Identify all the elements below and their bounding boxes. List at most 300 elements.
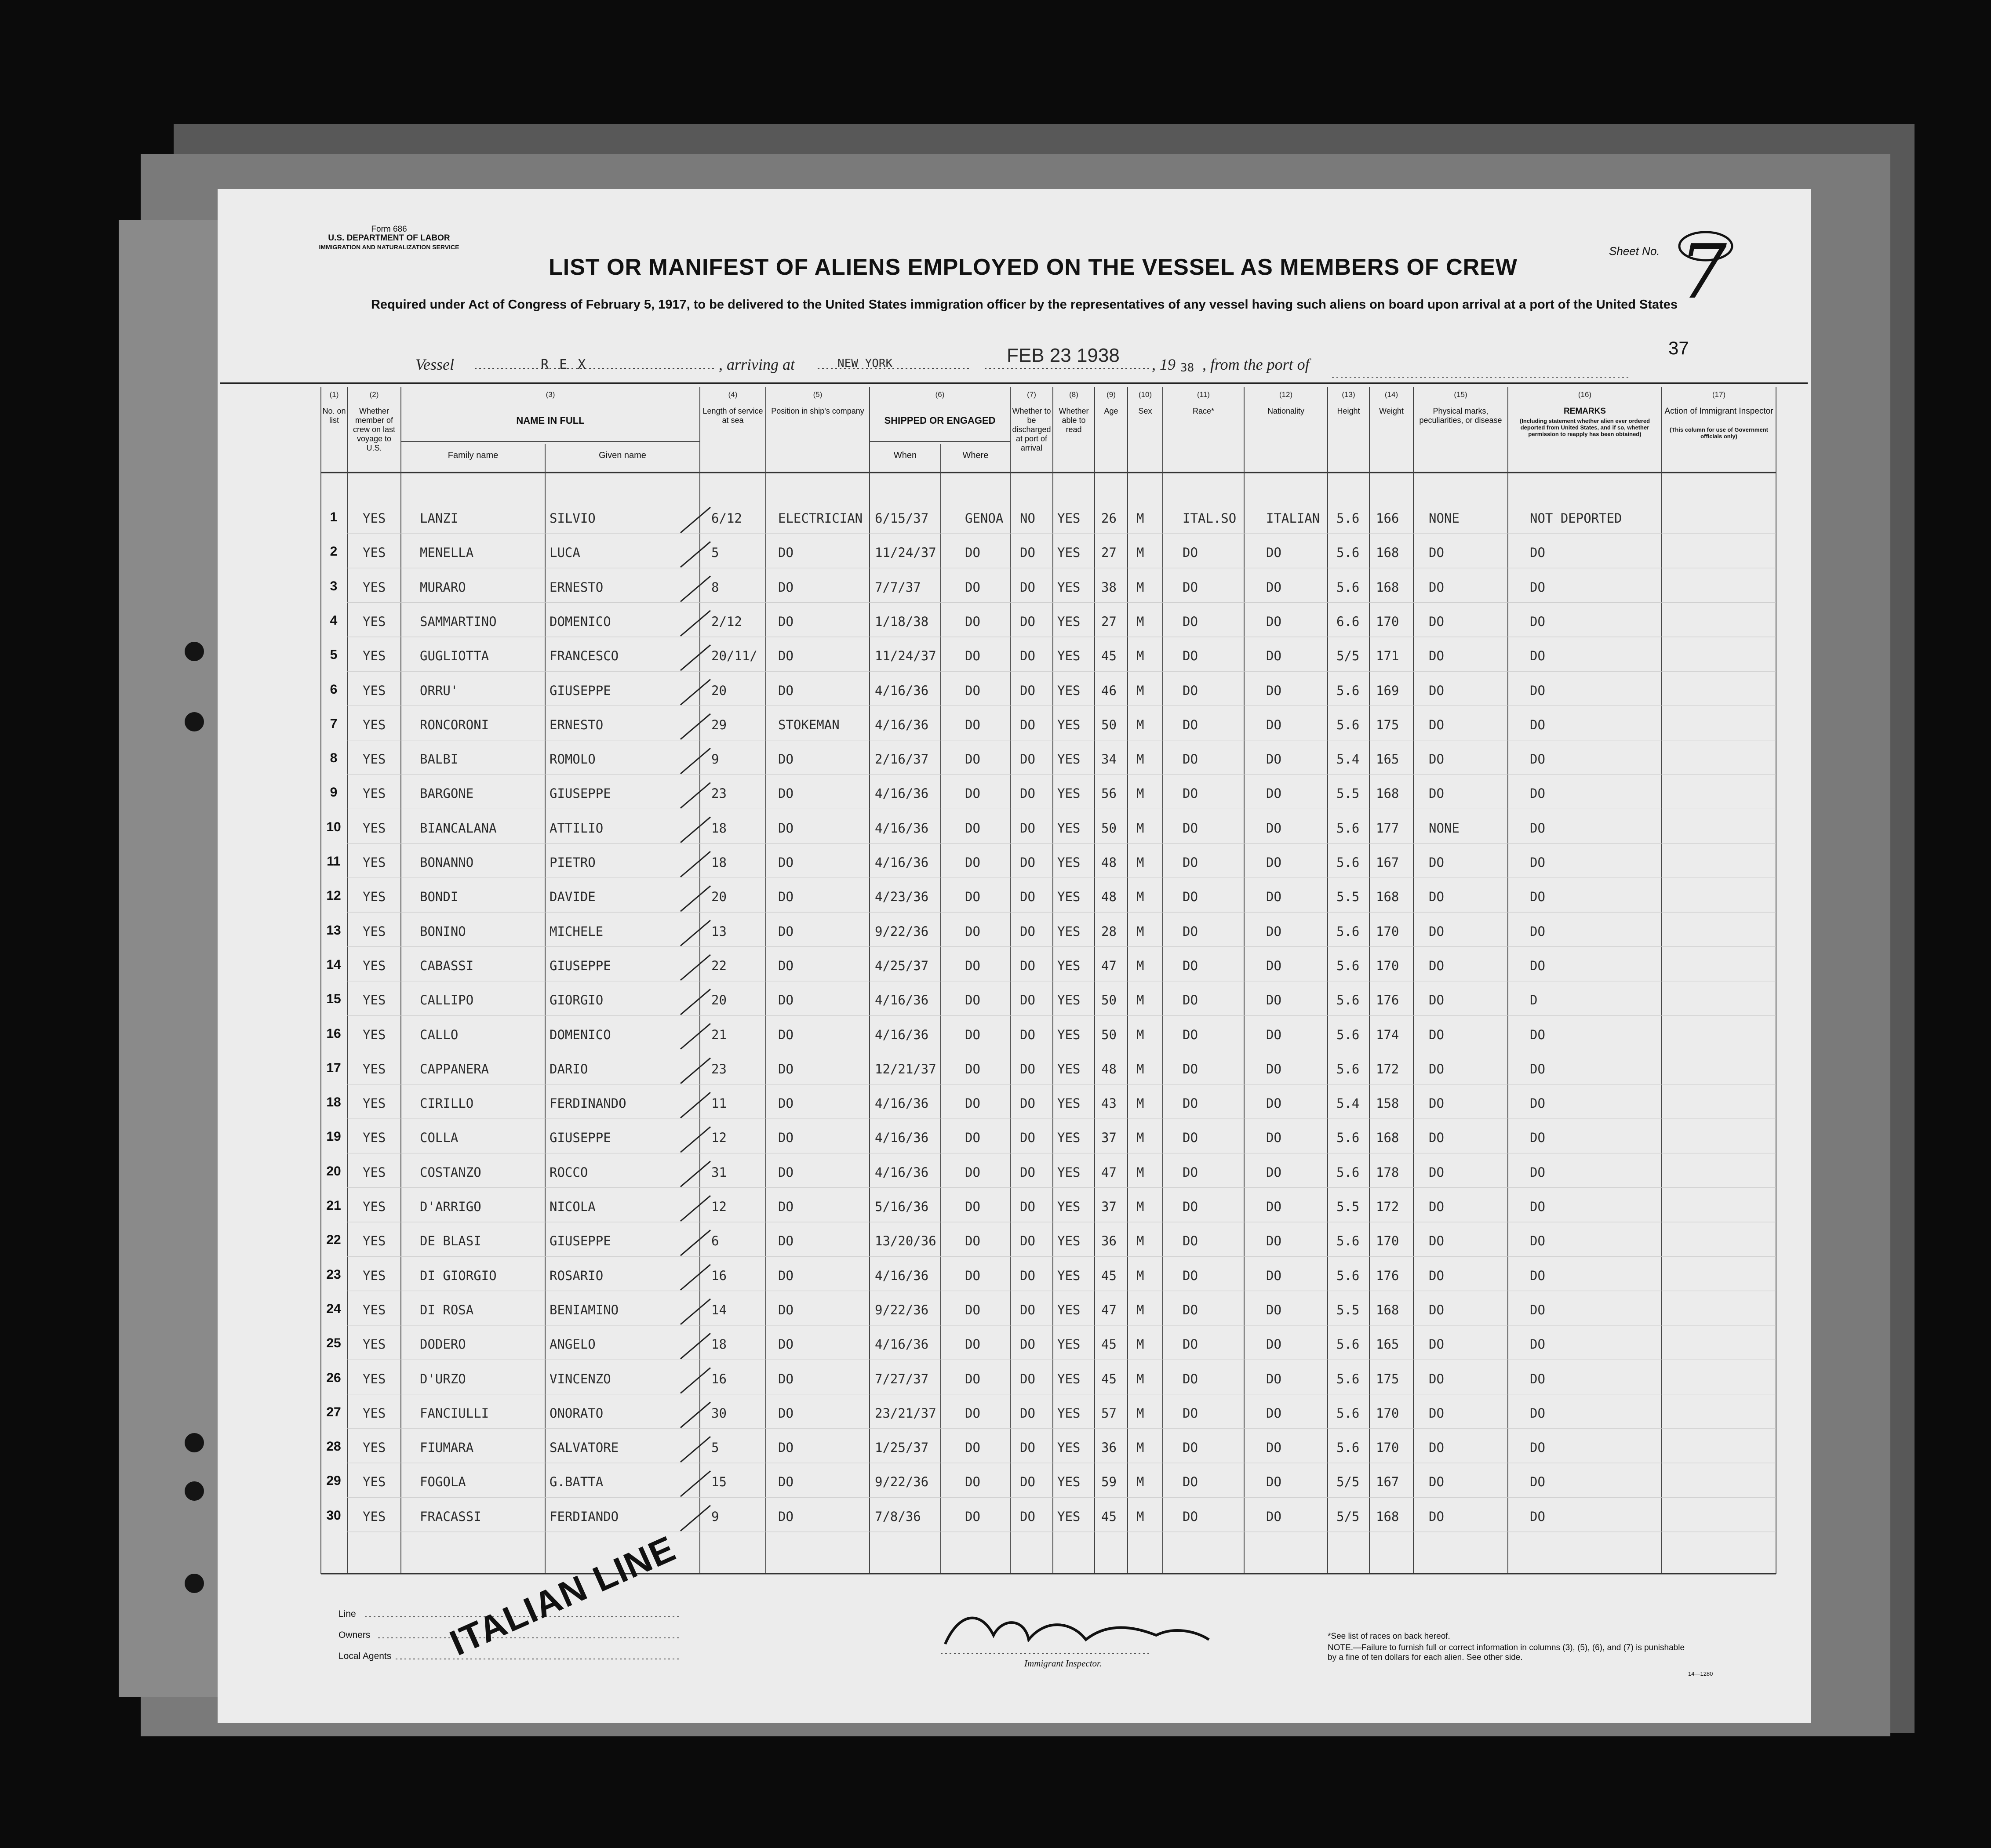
family-name-cell: BONANNO: [420, 855, 474, 870]
age-cell: 27: [1101, 545, 1117, 560]
remarks-cell: DO: [1530, 614, 1545, 629]
service-tick-mark: [681, 748, 710, 774]
weight-cell: 170: [1376, 1405, 1399, 1421]
given-name-cell: FERDINANDO: [550, 1096, 626, 1111]
race-cell: DO: [1183, 1268, 1198, 1283]
discharged-cell: DO: [1020, 1268, 1035, 1283]
shipped-where-cell: DO: [965, 752, 980, 767]
able-to-read-cell: YES: [1057, 511, 1081, 526]
row-number: 14: [326, 957, 341, 972]
age-cell: 45: [1101, 1337, 1117, 1352]
position-cell: DO: [778, 889, 793, 905]
discharged-cell: DO: [1020, 889, 1035, 905]
row-number: 18: [326, 1095, 341, 1110]
nationality-cell: DO: [1266, 545, 1281, 560]
weight-cell: 170: [1376, 614, 1399, 629]
shipped-where-cell: DO: [965, 614, 980, 629]
column-header: Physical marks, peculiarities, or disease: [1419, 407, 1502, 425]
weight-cell: 165: [1376, 1337, 1399, 1352]
remarks-cell: DO: [1530, 1027, 1545, 1042]
discharged-cell: DO: [1020, 1130, 1035, 1146]
column-header: Whether able to read: [1059, 407, 1089, 434]
family-name-cell: DI GIORGIO: [420, 1268, 497, 1283]
nationality-cell: DO: [1266, 924, 1281, 939]
height-cell: 5/5: [1336, 648, 1360, 664]
row-number: 27: [326, 1404, 341, 1419]
remarks-cell: DO: [1530, 1371, 1545, 1386]
service-length-cell: 8: [711, 579, 719, 595]
weight-cell: 169: [1376, 683, 1399, 698]
remarks-cell: DO: [1530, 1509, 1545, 1524]
physical-marks-cell: DO: [1429, 1474, 1444, 1490]
discharged-cell: DO: [1020, 1199, 1035, 1214]
height-cell: 5.6: [1336, 855, 1360, 870]
discharged-cell: DO: [1020, 1302, 1035, 1317]
shipped-where-cell: DO: [965, 1027, 980, 1042]
discharged-cell: DO: [1020, 1061, 1035, 1077]
weight-cell: 168: [1376, 889, 1399, 905]
family-name-cell: GUGLIOTTA: [420, 648, 489, 664]
race-note: *See list of races on back hereof.: [1328, 1632, 1450, 1641]
last-voyage-cell: YES: [363, 614, 386, 629]
column-number: (12): [1279, 390, 1293, 399]
weight-cell: 178: [1376, 1164, 1399, 1180]
height-cell: 5.6: [1336, 1337, 1360, 1352]
family-name-cell: CALLO: [420, 1027, 459, 1042]
age-cell: 46: [1101, 683, 1117, 698]
row-number: 20: [326, 1164, 341, 1179]
service-length-cell: 6: [711, 1233, 719, 1249]
last-voyage-cell: YES: [363, 1509, 386, 1524]
height-cell: 5.6: [1336, 958, 1360, 973]
line-label: Line: [339, 1609, 356, 1619]
physical-marks-cell: DO: [1429, 1233, 1444, 1249]
height-cell: 5.6: [1336, 1061, 1360, 1077]
given-name-cell: GIUSEPPE: [550, 1130, 611, 1146]
discharged-cell: DO: [1020, 545, 1035, 560]
physical-marks-cell: DO: [1429, 579, 1444, 595]
weight-cell: 166: [1376, 511, 1399, 526]
service-tick-mark: [681, 989, 710, 1015]
sex-cell: M: [1136, 889, 1144, 905]
shipped-where-cell: DO: [965, 1199, 980, 1214]
given-name-cell: BENIAMINO: [550, 1302, 619, 1317]
service-length-cell: 14: [711, 1302, 727, 1317]
service-length-cell: 16: [711, 1268, 727, 1283]
remarks-cell: DO: [1530, 820, 1545, 836]
discharged-cell: DO: [1020, 683, 1035, 698]
position-cell: DO: [778, 1130, 793, 1146]
shipped-where-cell: DO: [965, 889, 980, 905]
column-header: Length of service at sea: [702, 407, 763, 425]
race-cell: DO: [1183, 1233, 1198, 1249]
column-number: (11): [1197, 390, 1210, 399]
able-to-read-cell: YES: [1057, 579, 1081, 595]
local-agents-label: Local Agents: [339, 1651, 392, 1661]
physical-marks-cell: DO: [1429, 855, 1444, 870]
discharged-cell: DO: [1020, 614, 1035, 629]
family-name-cell: MENELLA: [420, 545, 474, 560]
able-to-read-cell: YES: [1057, 786, 1081, 801]
service-tick-mark: [681, 680, 710, 705]
service-length-cell: 11: [711, 1096, 727, 1111]
race-cell: DO: [1183, 889, 1198, 905]
physical-marks-cell: DO: [1429, 1509, 1444, 1524]
sex-cell: M: [1136, 820, 1144, 836]
nationality-cell: DO: [1266, 1337, 1281, 1352]
height-cell: 5.4: [1336, 752, 1360, 767]
sheet-number: 7: [1679, 229, 1727, 316]
service-tick-mark: [681, 645, 710, 670]
able-to-read-cell: YES: [1057, 993, 1081, 1008]
row-number: 17: [326, 1060, 341, 1075]
able-to-read-cell: YES: [1057, 1130, 1081, 1146]
given-name-cell: SALVATORE: [550, 1440, 619, 1455]
column-header: Height: [1337, 407, 1360, 415]
page-title: LIST OR MANIFEST OF ALIENS EMPLOYED ON THE VESSEL AS MEMBERS OF CREW: [549, 255, 1518, 280]
column-header: Age: [1104, 407, 1118, 415]
shipped-where-cell: DO: [965, 958, 980, 973]
page-subtitle: Required under Act of Congress of February 5, 1917, to be delivered to the United States immigration officer by the representatives of any vessel having such aliens on board upon arrival at a port of the United States: [371, 298, 1678, 312]
given-name-cell: FRANCESCO: [550, 648, 619, 664]
shipped-where-cell: DO: [965, 1164, 980, 1180]
remarks-cell: DO: [1530, 1302, 1545, 1317]
sex-cell: M: [1136, 614, 1144, 629]
row-number: 3: [330, 578, 338, 593]
height-cell: 6.6: [1336, 614, 1360, 629]
shipped-when-cell: 6/15/37: [875, 511, 929, 526]
row-number: 12: [326, 888, 341, 903]
race-cell: DO: [1183, 1474, 1198, 1490]
sex-cell: M: [1136, 683, 1144, 698]
sex-cell: M: [1136, 579, 1144, 595]
nationality-cell: DO: [1266, 614, 1281, 629]
height-cell: 5.6: [1336, 1440, 1360, 1455]
nationality-cell: DO: [1266, 683, 1281, 698]
position-cell: DO: [778, 958, 793, 973]
service-tick-mark: [681, 576, 710, 602]
inspector-label: Immigrant Inspector.: [1024, 1658, 1102, 1669]
race-cell: DO: [1183, 1405, 1198, 1421]
physical-marks-cell: DO: [1429, 889, 1444, 905]
age-cell: 47: [1101, 1302, 1117, 1317]
last-voyage-cell: YES: [363, 752, 386, 767]
remarks-cell: DO: [1530, 786, 1545, 801]
service-tick-mark: [681, 886, 710, 911]
row-number: 13: [326, 923, 341, 938]
age-cell: 50: [1101, 993, 1117, 1008]
physical-marks-cell: DO: [1429, 924, 1444, 939]
shipped-when-cell: 9/22/36: [875, 1474, 929, 1490]
remarks-cell: DO: [1530, 579, 1545, 595]
height-cell: 5.5: [1336, 889, 1360, 905]
remarks-cell: NOT DEPORTED: [1530, 511, 1622, 526]
shipped-when-cell: 11/24/37: [875, 648, 936, 664]
service-length-cell: 18: [711, 855, 727, 870]
physical-marks-cell: DO: [1429, 1130, 1444, 1146]
able-to-read-cell: YES: [1057, 1337, 1081, 1352]
last-voyage-cell: YES: [363, 958, 386, 973]
print-code: 14—1280: [1688, 1670, 1713, 1677]
weight-cell: 175: [1376, 1371, 1399, 1386]
family-name-cell: MURARO: [420, 579, 466, 595]
shipped-when-cell: 4/16/36: [875, 717, 929, 732]
nationality-cell: DO: [1266, 889, 1281, 905]
able-to-read-cell: YES: [1057, 924, 1081, 939]
shipped-where-cell: DO: [965, 648, 980, 664]
given-name-cell: ROMOLO: [550, 752, 596, 767]
row-number: 10: [326, 819, 341, 834]
last-voyage-cell: YES: [363, 1233, 386, 1249]
able-to-read-cell: YES: [1057, 855, 1081, 870]
race-cell: DO: [1183, 1337, 1198, 1352]
service-length-cell: 12: [711, 1130, 727, 1146]
last-voyage-cell: YES: [363, 855, 386, 870]
weight-cell: 172: [1376, 1199, 1399, 1214]
race-cell: DO: [1183, 820, 1198, 836]
service-length-cell: 21: [711, 1027, 727, 1042]
age-cell: 56: [1101, 786, 1117, 801]
weight-cell: 170: [1376, 924, 1399, 939]
sex-cell: M: [1136, 993, 1144, 1008]
physical-marks-cell: DO: [1429, 1199, 1444, 1214]
row-number: 7: [330, 716, 338, 731]
age-cell: 47: [1101, 1164, 1117, 1180]
height-cell: 5.6: [1336, 1405, 1360, 1421]
position-cell: DO: [778, 1371, 793, 1386]
position-cell: DO: [778, 1509, 793, 1524]
nationality-cell: DO: [1266, 786, 1281, 801]
last-voyage-cell: YES: [363, 993, 386, 1008]
remarks-cell: DO: [1530, 1096, 1545, 1111]
nationality-cell: DO: [1266, 1199, 1281, 1214]
row-number: 16: [326, 1026, 341, 1041]
form-number: Form 686: [371, 225, 407, 234]
given-name-cell: SILVIO: [550, 511, 596, 526]
service-length-cell: 5: [711, 1440, 719, 1455]
nationality-cell: DO: [1266, 1302, 1281, 1317]
last-voyage-cell: YES: [363, 648, 386, 664]
column-number: (1): [329, 390, 339, 399]
column-number: (2): [369, 390, 379, 399]
column-number: (5): [813, 390, 823, 399]
position-cell: DO: [778, 648, 793, 664]
height-cell: 5.6: [1336, 511, 1360, 526]
nationality-cell: DO: [1266, 855, 1281, 870]
nationality-cell: DO: [1266, 1164, 1281, 1180]
given-name-cell: PIETRO: [550, 855, 596, 870]
column-subheader: Where: [962, 451, 989, 460]
nationality-cell: DO: [1266, 1027, 1281, 1042]
discharged-cell: DO: [1020, 924, 1035, 939]
age-cell: 48: [1101, 855, 1117, 870]
physical-marks-cell: DO: [1429, 648, 1444, 664]
remarks-cell: D: [1530, 993, 1538, 1008]
position-cell: DO: [778, 1027, 793, 1042]
age-cell: 50: [1101, 820, 1117, 836]
row-number: 24: [326, 1301, 341, 1316]
family-name-cell: CAPPANERA: [420, 1061, 489, 1077]
family-name-cell: LANZI: [420, 511, 459, 526]
position-cell: DO: [778, 820, 793, 836]
race-cell: DO: [1183, 614, 1198, 629]
last-voyage-cell: YES: [363, 1268, 386, 1283]
service-tick-mark: [681, 1092, 710, 1118]
sex-cell: M: [1136, 958, 1144, 973]
height-cell: 5.4: [1336, 1096, 1360, 1111]
discharged-cell: DO: [1020, 820, 1035, 836]
height-cell: 5.6: [1336, 1371, 1360, 1386]
nationality-cell: DO: [1266, 1061, 1281, 1077]
nationality-cell: DO: [1266, 579, 1281, 595]
column-header: SHIPPED OR ENGAGED: [884, 415, 996, 426]
race-cell: DO: [1183, 717, 1198, 732]
nationality-cell: DO: [1266, 1509, 1281, 1524]
shipped-where-cell: DO: [965, 1509, 980, 1524]
family-name-cell: BONDI: [420, 889, 459, 905]
race-cell: DO: [1183, 545, 1198, 560]
column-number: (9): [1107, 390, 1116, 399]
position-cell: ELECTRICIAN: [778, 511, 863, 526]
service-tick-mark: [681, 1161, 710, 1187]
sex-cell: M: [1136, 924, 1144, 939]
discharged-cell: NO: [1020, 511, 1035, 526]
shipped-where-cell: DO: [965, 1233, 980, 1249]
shipped-where-cell: GENOA: [965, 511, 1004, 526]
position-cell: DO: [778, 1268, 793, 1283]
shipped-where-cell: DO: [965, 1302, 980, 1317]
column-number: (4): [728, 390, 738, 399]
from-port-label: , from the port of: [1202, 356, 1310, 373]
last-voyage-cell: YES: [363, 1440, 386, 1455]
able-to-read-cell: YES: [1057, 648, 1081, 664]
service-tick-mark: [681, 851, 710, 877]
remarks-cell: DO: [1530, 1474, 1545, 1490]
service-tick-mark: [681, 1402, 710, 1428]
age-cell: 43: [1101, 1096, 1117, 1111]
height-cell: 5.5: [1336, 786, 1360, 801]
weight-cell: 172: [1376, 1061, 1399, 1077]
given-name-cell: GIORGIO: [550, 993, 604, 1008]
given-name-cell: NICOLA: [550, 1199, 596, 1214]
able-to-read-cell: YES: [1057, 820, 1081, 836]
row-number: 26: [326, 1370, 341, 1385]
sex-cell: M: [1136, 1199, 1144, 1214]
age-cell: 59: [1101, 1474, 1117, 1490]
given-name-cell: ERNESTO: [550, 579, 604, 595]
nationality-cell: DO: [1266, 1474, 1281, 1490]
race-cell: DO: [1183, 1440, 1198, 1455]
physical-marks-cell: DO: [1429, 1302, 1444, 1317]
physical-marks-cell: DO: [1429, 752, 1444, 767]
nationality-cell: ITALIAN: [1266, 511, 1320, 526]
column-number: (15): [1454, 390, 1467, 399]
italian-line-stamp: ITALIAN LINE: [444, 1528, 682, 1664]
weight-cell: 170: [1376, 958, 1399, 973]
height-cell: 5.5: [1336, 1199, 1360, 1214]
vessel-label: Vessel: [415, 356, 454, 373]
race-cell: DO: [1183, 1096, 1198, 1111]
height-cell: 5.6: [1336, 1164, 1360, 1180]
last-voyage-cell: YES: [363, 511, 386, 526]
given-name-cell: G.BATTA: [550, 1474, 604, 1490]
shipped-when-cell: 7/8/36: [875, 1509, 921, 1524]
last-voyage-cell: YES: [363, 1130, 386, 1146]
last-voyage-cell: YES: [363, 1096, 386, 1111]
last-voyage-cell: YES: [363, 1371, 386, 1386]
position-cell: DO: [778, 1302, 793, 1317]
shipped-when-cell: 9/22/36: [875, 924, 929, 939]
given-name-cell: DAVIDE: [550, 889, 596, 905]
shipped-where-cell: DO: [965, 820, 980, 836]
able-to-read-cell: YES: [1057, 889, 1081, 905]
service-length-cell: 20/11/: [711, 648, 757, 664]
discharged-cell: DO: [1020, 1233, 1035, 1249]
race-cell: DO: [1183, 993, 1198, 1008]
family-name-cell: COLLA: [420, 1130, 459, 1146]
shipped-where-cell: DO: [965, 1268, 980, 1283]
service-tick-mark: [681, 955, 710, 980]
able-to-read-cell: YES: [1057, 1233, 1081, 1249]
sex-cell: M: [1136, 1371, 1144, 1386]
service-length-cell: 30: [711, 1405, 727, 1421]
column-number: (17): [1712, 390, 1726, 399]
race-cell: DO: [1183, 1371, 1198, 1386]
position-cell: DO: [778, 1474, 793, 1490]
service-length-cell: 20: [711, 889, 727, 905]
shipped-when-cell: 2/16/37: [875, 752, 929, 767]
position-cell: DO: [778, 545, 793, 560]
sex-cell: M: [1136, 1268, 1144, 1283]
able-to-read-cell: YES: [1057, 1164, 1081, 1180]
service-tick-mark: [681, 542, 710, 567]
column-number: (8): [1069, 390, 1078, 399]
column-number: (16): [1578, 390, 1592, 399]
year-value: 38: [1180, 361, 1194, 375]
shipped-when-cell: 1/18/38: [875, 614, 929, 629]
last-voyage-cell: YES: [363, 924, 386, 939]
race-cell: DO: [1183, 1164, 1198, 1180]
weight-cell: 168: [1376, 786, 1399, 801]
given-name-cell: ANGELO: [550, 1337, 596, 1352]
sex-cell: M: [1136, 1233, 1144, 1249]
weight-cell: 175: [1376, 717, 1399, 732]
physical-marks-cell: DO: [1429, 614, 1444, 629]
remarks-cell: DO: [1530, 855, 1545, 870]
service-length-cell: 22: [711, 958, 727, 973]
column-header: Position in ship's company: [771, 407, 864, 415]
family-name-cell: SAMMARTINO: [420, 614, 497, 629]
inspector-signature: [945, 1618, 1209, 1644]
column-subheader: When: [893, 451, 917, 460]
weight-cell: 174: [1376, 1027, 1399, 1042]
discharged-cell: DO: [1020, 1405, 1035, 1421]
family-name-cell: BONINO: [420, 924, 466, 939]
last-voyage-cell: YES: [363, 820, 386, 836]
discharged-cell: DO: [1020, 786, 1035, 801]
physical-marks-cell: DO: [1429, 958, 1444, 973]
sex-cell: M: [1136, 1164, 1144, 1180]
last-voyage-cell: YES: [363, 545, 386, 560]
owners-label: Owners: [339, 1630, 371, 1640]
able-to-read-cell: YES: [1057, 1302, 1081, 1317]
service-tick-mark: [681, 920, 710, 946]
shipped-when-cell: 4/16/36: [875, 786, 929, 801]
physical-marks-cell: DO: [1429, 1371, 1444, 1386]
age-cell: 50: [1101, 717, 1117, 732]
nationality-cell: DO: [1266, 1130, 1281, 1146]
column-note: (Including statement whether alien ever ordered deported from United States, and if so, whether permission to reapply has been obtained): [1519, 418, 1650, 437]
